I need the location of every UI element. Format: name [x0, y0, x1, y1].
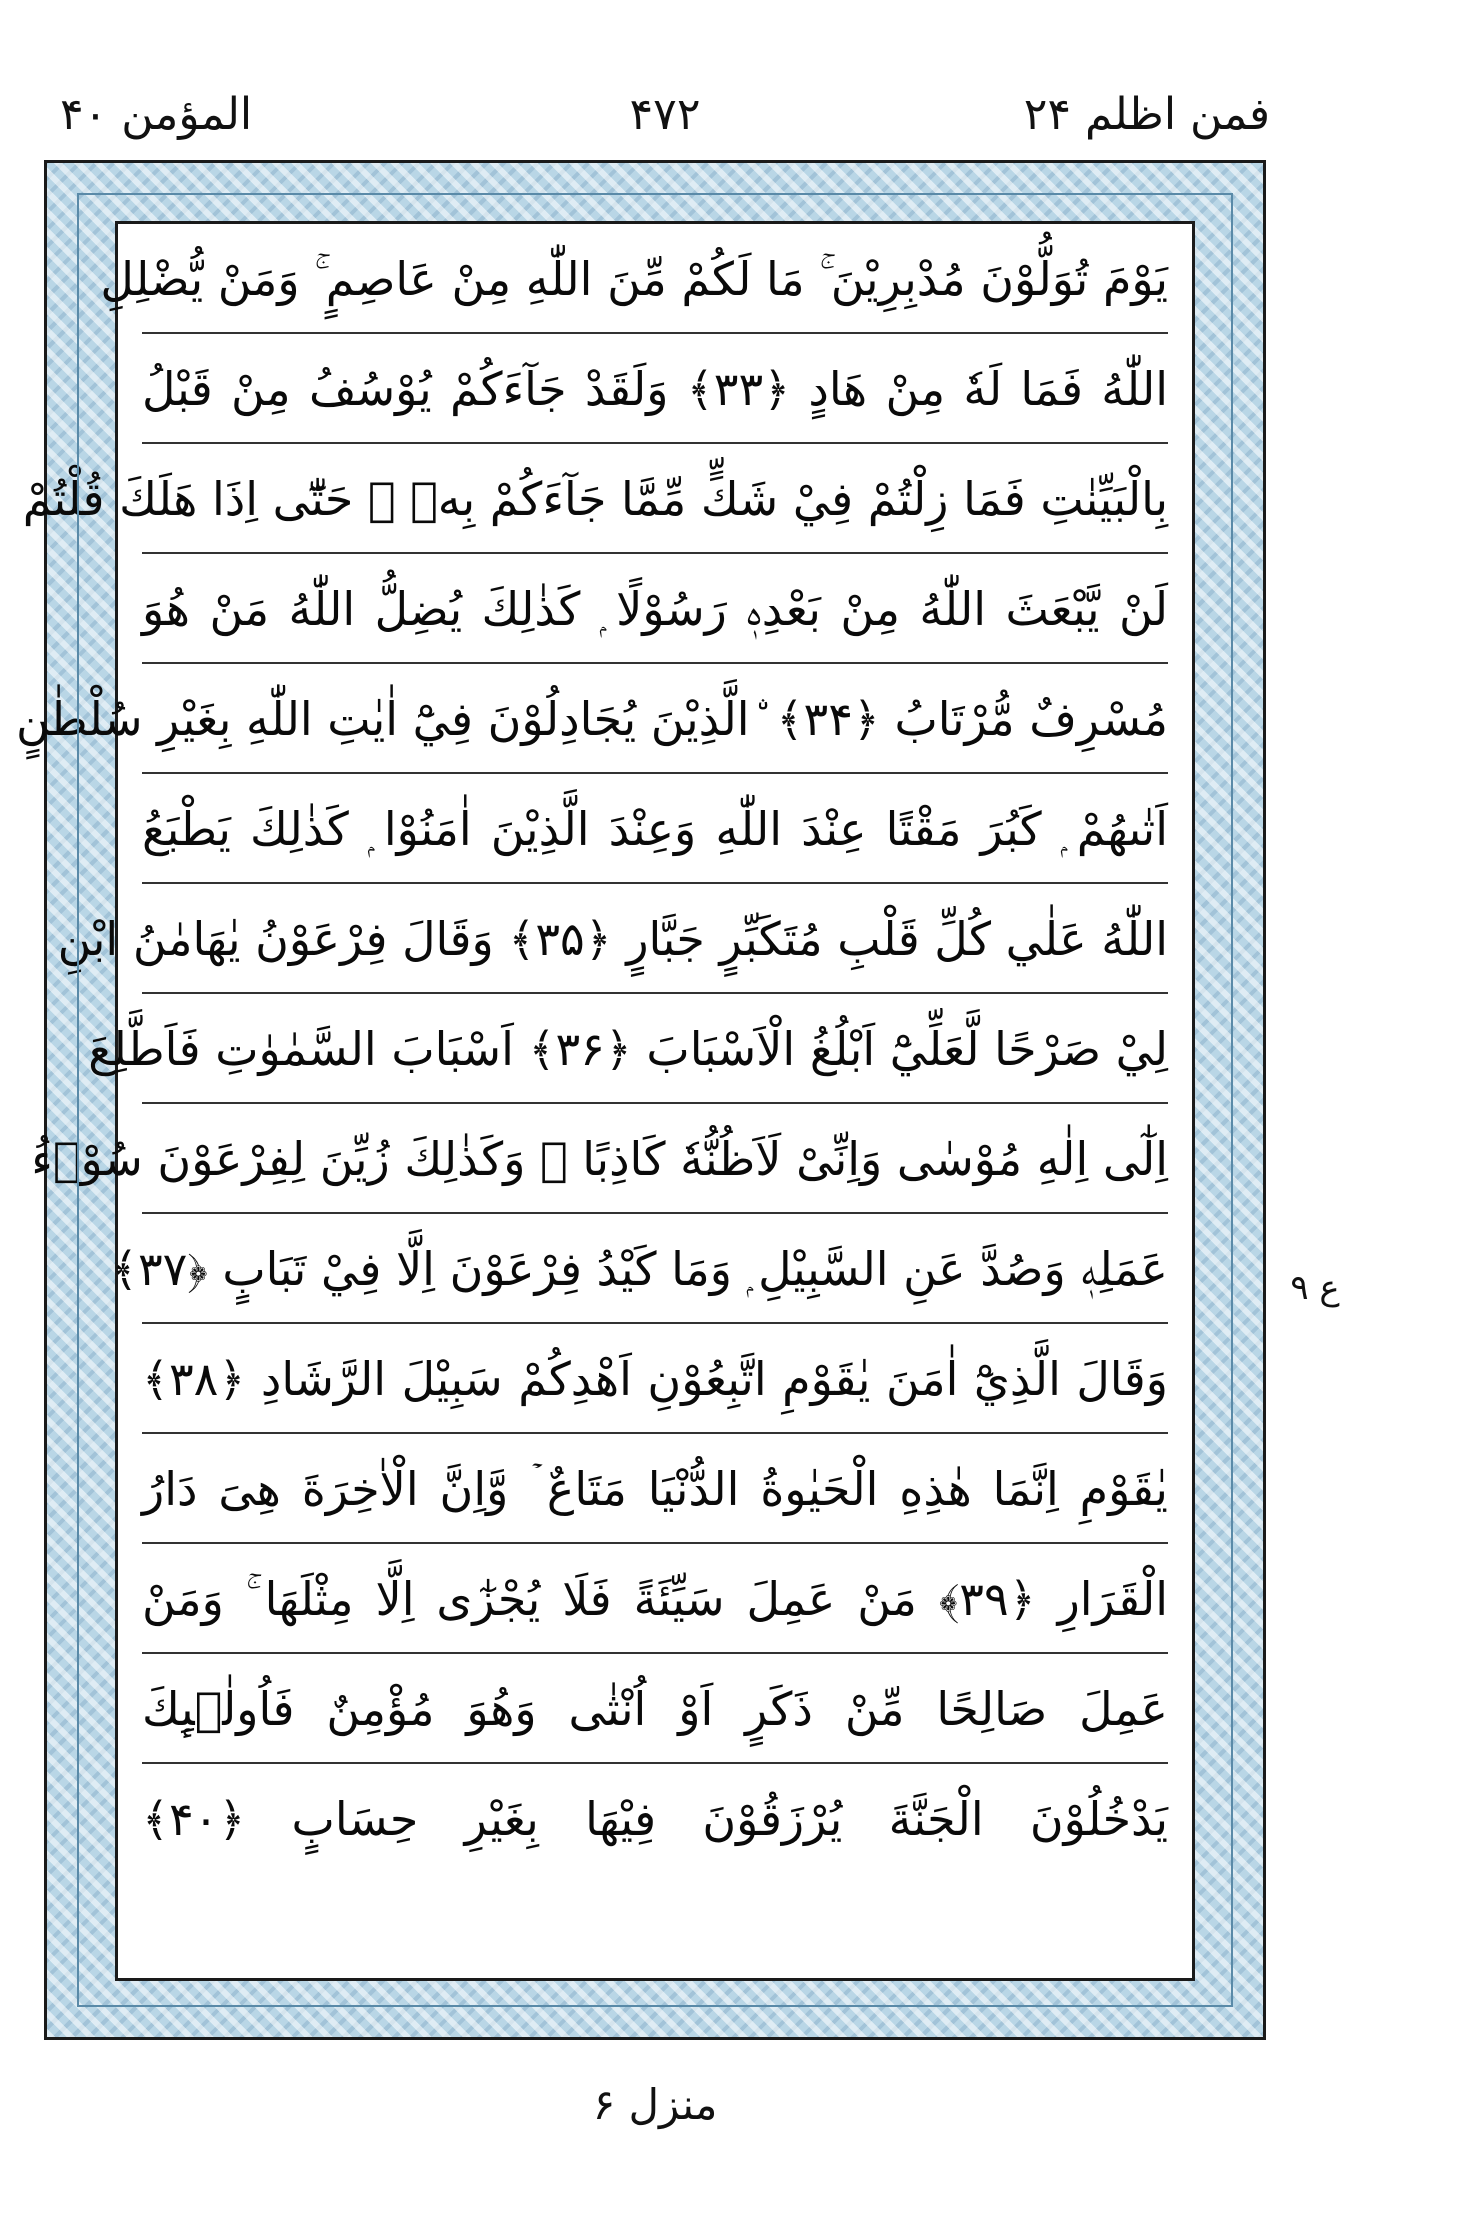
- text-line-2: اللّٰهُ فَمَا لَهٗ مِنْ هَادٍ ﴿۳۳﴾ وَلَقَدْ جَآءَكُمْ يُوْسُفُ مِنْ قَبْلُ: [142, 334, 1168, 444]
- text-line-7: اللّٰهُ عَلٰي كُلِّ قَلْبِ مُتَكَبِّرٍ جَبَّارٍ ﴿۳۵﴾ وَقَالَ فِرْعَوْنُ يٰهَامٰنُ ابْنِ: [142, 884, 1168, 994]
- quran-text-panel: [15, 221, 1195, 1981]
- text-line-10: عَمَلِهٖ وَصُدَّ عَنِ السَّبِيْلِ ۭ وَمَا كَيْدُ فِرْعَوْنَ اِلَّا فِيْ تَبَابٍ ﴿۳۷﴾: [142, 1214, 1168, 1324]
- text-line-8: لِيْ صَرْحًا لَّعَلِّيْٓ اَبْلُغُ الْاَسْبَابَ ﴿۳۶﴾ اَسْبَابَ السَّمٰوٰتِ فَاَطَّلِعَ: [142, 994, 1168, 1104]
- text-line-13: الْقَرَارِ ﴿۳۹﴾ مَنْ عَمِلَ سَيِّئَةً فَلَا يُجْزٰٓى اِلَّا مِثْلَهَا ۚ وَمَنْ: [142, 1544, 1168, 1654]
- text-line-11: وَقَالَ الَّذِيْٓ اٰمَنَ يٰقَوْمِ اتَّبِعُوْنِ اَهْدِكُمْ سَبِيْلَ الرَّشَادِ ﴿۳۸﴾: [142, 1324, 1168, 1434]
- text-line-12: يٰقَوْمِ اِنَّمَا هٰذِهِ الْحَيٰوةُ الدُّنْيَا مَتَاعٌ ۡ وَّاِنَّ الْاٰخِرَةَ هِىَ دَارُ: [142, 1434, 1168, 1544]
- text-line-5: مُسْرِفٌ مُّرْتَابُ ﴿۳۴﴾ ۨالَّذِيْنَ يُجَادِلُوْنَ فِيْٓ اٰيٰتِ اللّٰهِ بِغَيْرِ سُلْطٰنٍ: [142, 664, 1168, 774]
- juz-name: فمن اظلم ۲۴: [1023, 89, 1270, 140]
- ruku-marker: ع ۹: [1290, 1268, 1340, 1308]
- decorative-border-frame: [15, 160, 1266, 2040]
- manzil-footer: منزل ۶: [592, 2080, 718, 2129]
- text-line-4: لَنْ يَّبْعَثَ اللّٰهُ مِنْ بَعْدِهٖ رَسُوْلًا ۭ كَذٰلِكَ يُضِلُّ اللّٰهُ مَنْ هُوَ: [142, 554, 1168, 664]
- page-header: [40, 70, 1290, 160]
- text-line-14: عَمِلَ صَالِحًا مِّنْ ذَكَرٍ اَوْ اُنْثٰى وَهُوَ مُؤْمِنٌ فَاُولٰۗىِٕكَ: [142, 1654, 1168, 1764]
- text-line-1: يَوْمَ تُوَلُّوْنَ مُدْبِرِيْنَ ۚ مَا لَكُمْ مِّنَ اللّٰهِ مِنْ عَاصِمٍ ۚ وَمَنْ يُّضْلِلِ: [142, 224, 1168, 334]
- text-line-3: بِالْبَيِّنٰتِ فَمَا زِلْتُمْ فِيْ شَكٍّ مِّمَّا جَآءَكُمْ بِهٖ ۭ حَتّٰٓى اِذَا هَلَكَ قُلْتُمْ: [142, 444, 1168, 554]
- surah-name: المؤمن ۴۰: [60, 89, 253, 140]
- text-line-9: اِلٰٓى اِلٰهِ مُوْسٰى وَاِنِّىْ لَاَظُنُّهٗ كَاذِبًا ۭ وَكَذٰلِكَ زُيِّنَ لِفِرْعَوْنَ سُوْۗءُ: [142, 1104, 1168, 1214]
- text-line-15: يَدْخُلُوْنَ الْجَنَّةَ يُرْزَقُوْنَ فِيْهَا بِغَيْرِ حِسَابٍ ﴿۴۰﴾: [142, 1792, 1168, 1846]
- page-number: ۴۷۲: [629, 89, 701, 140]
- text-line-6: اَتٰىهُمْ ۭ كَبُرَ مَقْتًا عِنْدَ اللّٰهِ وَعِنْدَ الَّذِيْنَ اٰمَنُوْا ۭ كَذٰلِكَ يَطْبَعُ: [142, 774, 1168, 884]
